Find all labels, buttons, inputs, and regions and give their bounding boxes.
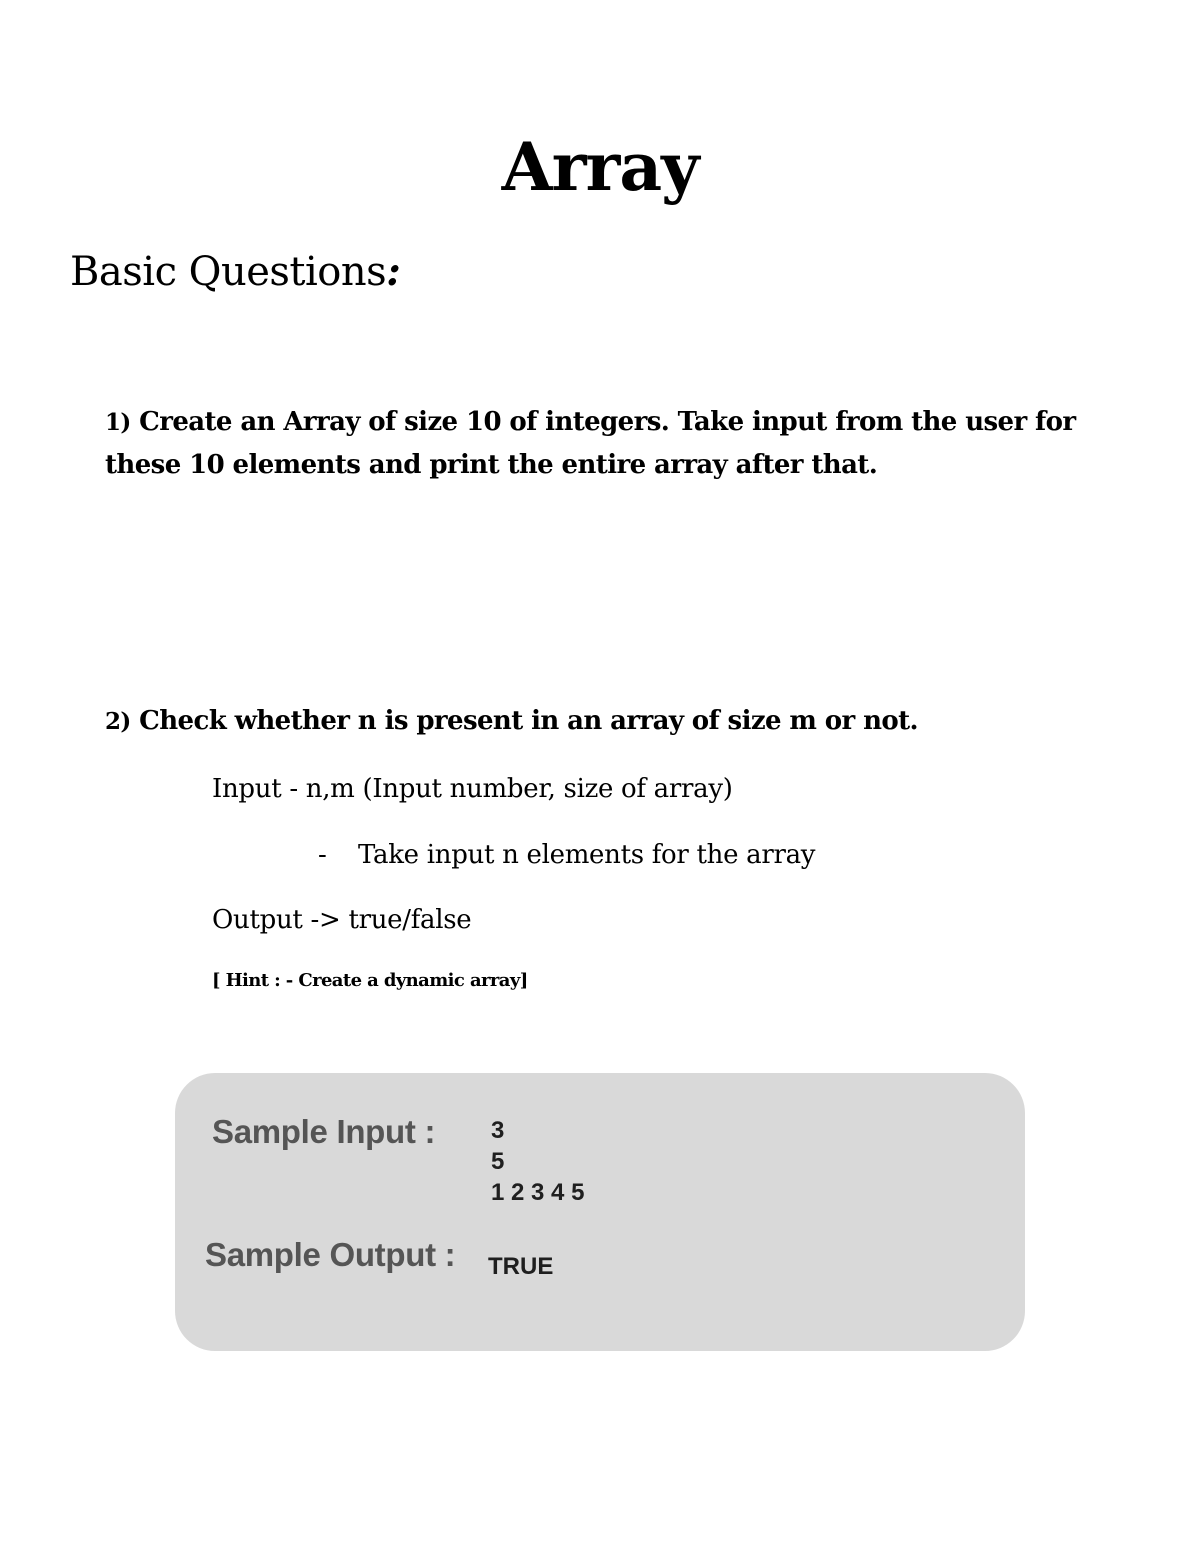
question-1 xyxy=(105,401,1115,487)
sample-input-value: 1 2 3 4 5 xyxy=(491,1179,585,1206)
question-2-hint: [ Hint : - Create a dynamic array] xyxy=(212,970,528,991)
question-2-number: 2) xyxy=(105,708,131,735)
section-heading xyxy=(70,248,400,295)
sample-input-value: 5 xyxy=(491,1148,505,1175)
bullet-text: Take input n elements for the array xyxy=(358,840,816,870)
sample-output-label: Sample Output : xyxy=(205,1236,456,1273)
sample-input-label: Sample Input : xyxy=(212,1113,436,1150)
sample-input-value: 3 xyxy=(491,1117,505,1144)
page-title: Array xyxy=(501,128,699,206)
question-2-input-line: Input - n,m (Input number, size of array) xyxy=(212,774,733,804)
question-2-bullet-item xyxy=(318,840,815,870)
question-2-output-line: Output -> true/false xyxy=(212,905,472,935)
section-heading-text: Basic Questions xyxy=(70,249,387,295)
question-2-text: Check whether n is present in an array of size m or not. xyxy=(139,706,918,736)
section-heading-colon: : xyxy=(386,248,401,295)
sample-output-value: TRUE xyxy=(488,1253,554,1280)
question-2 xyxy=(105,706,918,736)
question-1-text: Create an Array of size 10 of integers. Take input from the user for these 10 elements and print the entire array after that. xyxy=(105,407,1076,480)
question-1-number: 1) xyxy=(105,409,131,436)
bullet-dash: - xyxy=(318,840,327,870)
